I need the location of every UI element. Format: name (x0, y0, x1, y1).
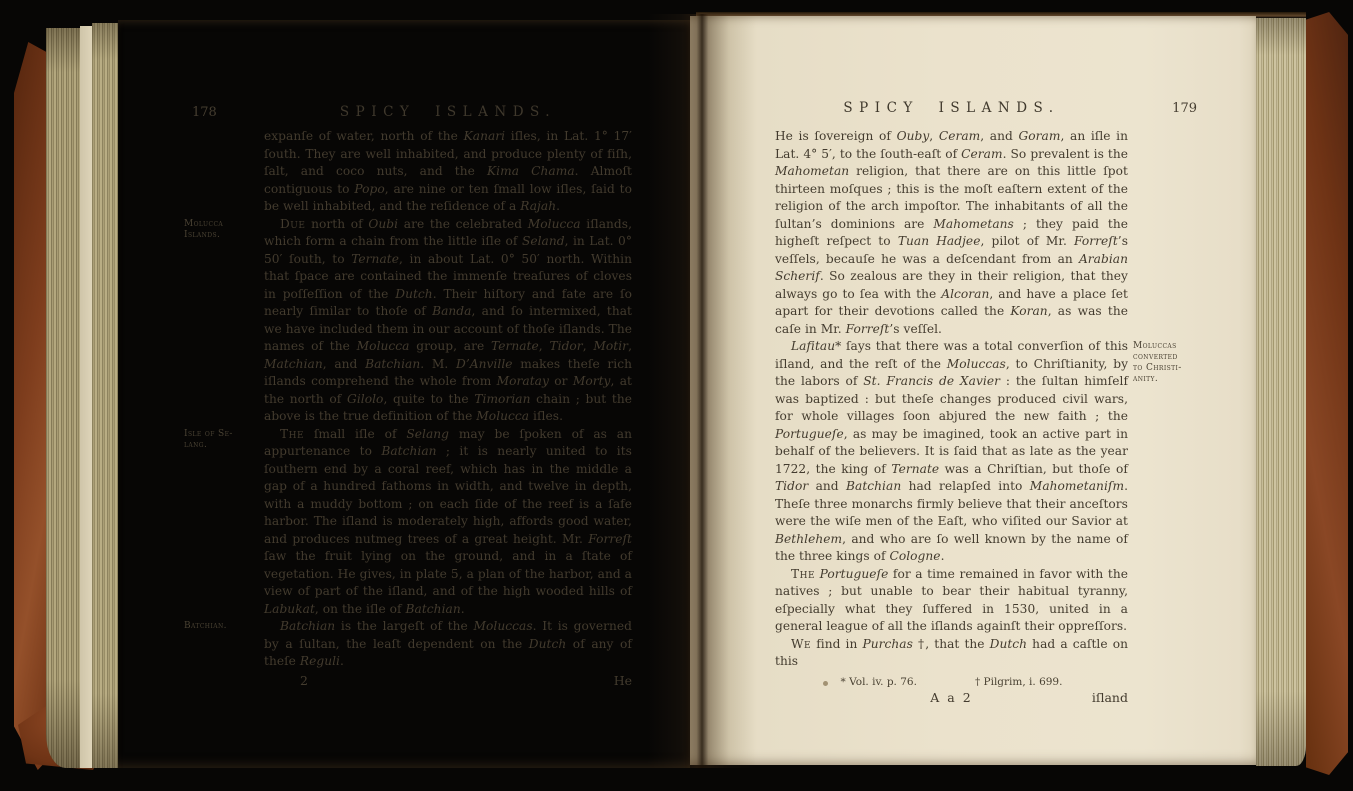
paragraph-text: expanſe of water, north of the Kanari iſles, in Lat. 1° 17′ ſouth. They are well inhabited, and produce plenty of fiſh, ſalt, and coco nuts, and the Kima Chama. Almoſt contiguous to Popo, are nine or ten ſmall low iſles, ſaid to be well inhabited, and the reſidence of a Rajah. (264, 129, 633, 213)
page-number-right: 179 (1172, 101, 1197, 116)
right-page-edges (1256, 18, 1306, 766)
paragraph-text: Batchian is the largeſt of the Moluccas. It is governed by a ſultan, the leaſt dependent on the Dutch of any of theſe Reguli. (264, 619, 632, 668)
body-paragraph (775, 566, 1128, 636)
left-body-column (184, 128, 633, 691)
body-paragraph (264, 128, 632, 216)
left-page-edges-inner (92, 23, 118, 768)
margin-note: Isle of Se- lang. (184, 428, 233, 450)
left-book-cover (14, 42, 48, 770)
paragraph-text: The ſmall iſle of Selang may be ſpoken of as an appurtenance to Batchian ; it is nearly united to its ſouthern end by a coral reef, which has in the middle a gap of a hundred fathoms in width, and twelve in depth, with a muddy bottom ; on each ſide of the reef is a ſafe harbor. The iſland is moderately high, affords good water, and produces nutmeg trees of a great height. Mr. Forreſt ſaw the fruit lying on the ground, and in a ſtate of vegetation. He gives, in plate 5, a plan of the harbor, and a view of part of the iſland, and of the high wooded hills of Labukat, on the iſle of Batchian. (264, 426, 632, 616)
left-page (118, 20, 690, 768)
left-page-edges-outer (46, 28, 80, 768)
body-paragraph (775, 636, 1128, 671)
signature-mark: 2 (300, 672, 308, 688)
running-head-left: SPICY ISLANDS. (339, 104, 557, 120)
right-page-header (690, 100, 1256, 120)
signature-mark: A a 2 (930, 689, 973, 705)
right-body-column (775, 128, 1182, 708)
footnote: † Pilgrim, i. 699. (974, 675, 1063, 688)
page-number-left: 178 (192, 105, 217, 120)
paragraph-text: He is ſovereign of Ouby, Ceram, and Goram, an iſle in Lat. 4° 5′, to the ſouth-eaſt of Ceram. So prevalent is the Mahometan religion, that there are on this little ſpot thirteen moſques ; this is the moſt eaſtern extent of the religion of the arch impoſtor. The inhabitants of all the ſultan’s dominions are Mahometans ; they paid the higheſt reſpect to Tuan Hadjee, pilot of Mr. Forreſt’s veſſels, becauſe he was a deſcendant from an Arabian Scherif. So zealous are they in their religion, that they always go to ſea with the Alcoran, and have a place ſet apart for their devotions called the Koran, as was the caſe in Mr. Forreſt’s veſſel. (775, 129, 1129, 336)
left-page-edges-gap (80, 26, 92, 768)
paragraph-text: Due north of Oubi are the celebrated Molucca iſlands, which form a chain from the little iſle of Seland, in Lat. 0° 50′ ſouth, to Ternate, in about Lat. 0° 50′ north. Within that ſpace are contained the immenſe treaſures of cloves in poſſeſſion of the Dutch. Their hiſtory and fate are ſo nearly ſimilar to thoſe of Banda, and ſo intermixed, that we have included them in our account of thoſe iſlands. The names of the Molucca group, are Ternate, Tidor, Motir, Matchian, and Batchian. M. D’Anville makes theſe rich iſlands comprehend the whole from Moratay or Morty, at the north of Gilolo, quite to the Timorian chain ; but the above is the true definition of the Molucca iſles. (264, 216, 633, 423)
foxing-spot (823, 681, 828, 686)
paragraph-text: We find in Purchas †, that the Dutch had a caſtle on this (775, 636, 1128, 668)
footnotes-row (775, 676, 1128, 688)
body-paragraph (184, 216, 633, 426)
body-paragraph (184, 618, 632, 671)
footnote: * Vol. iv. p. 76. (840, 675, 917, 688)
left-page-foot (264, 673, 632, 691)
margin-note: Batchian. (184, 621, 227, 631)
right-book-cover (1306, 12, 1348, 775)
body-paragraph (775, 338, 1182, 566)
body-paragraph (184, 426, 632, 619)
margin-note: Molucca Islands. (184, 218, 224, 240)
right-page-foot (775, 690, 1128, 708)
running-head-right: SPICY ISLANDS. (843, 100, 1060, 116)
catchword: iſland (1091, 689, 1128, 705)
right-page (690, 16, 1256, 765)
paragraph-text: Lafitau* ſays that there was a total converſion of this iſland, and the reſt of the Moluccas, to Chriſtianity, by the labors of St. Francis de Xavier : the ſultan himſelf was baptized : but theſe changes produced civil wars, for whole villages ſoon abjured the new faith ; the Portugueſe, as may be imagined, took an active part in behalf of the believers. It is ſaid that as late as the year 1722, the king of Ternate was a Chriſtian, but thoſe of Tidor and Batchian had relapſed into Mahometaniſm. Theſe three monarchs firmly believe that their anceſtors were the wiſe men of the Eaſt, who viſited our Savior at Bethlehem, and who are ſo well known by the name of the three kings of Cologne. (775, 339, 1129, 563)
body-paragraph (775, 128, 1128, 338)
catchword: He (613, 672, 632, 688)
left-page-header (118, 104, 690, 124)
margin-note: Moluccas converted to Christi- anity. (1133, 341, 1182, 384)
paragraph-text: The Portugueſe for a time remained in favor with the natives ; but unable to bear their habitual tyranny, eſpecially what they ſuffered in 1530, united in a general league of all the iſlands againſt their oppreſſors. (775, 566, 1128, 633)
